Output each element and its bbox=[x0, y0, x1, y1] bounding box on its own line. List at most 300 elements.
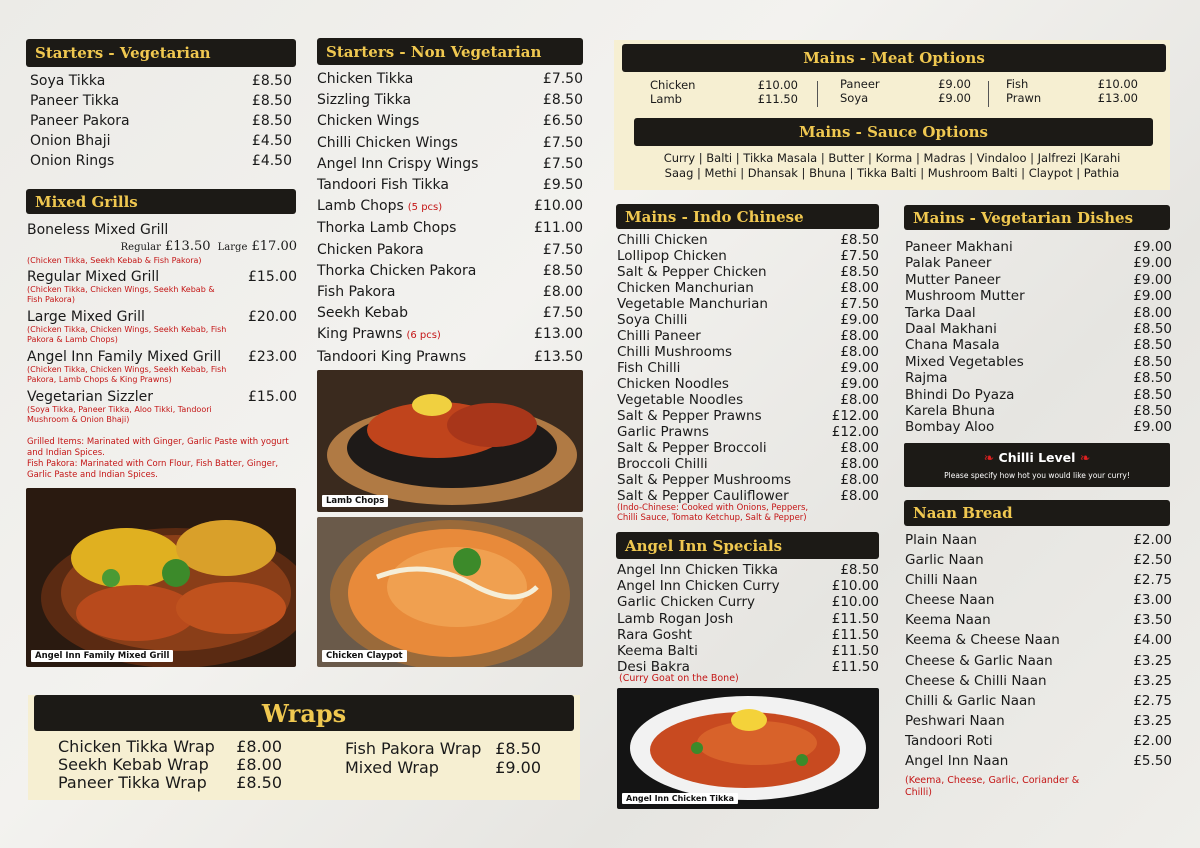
item-price: £9.00 bbox=[1133, 419, 1172, 436]
item-price: £9.00 bbox=[495, 758, 541, 777]
item-name: Karela Bhuna bbox=[905, 403, 995, 420]
chilli-level-banner bbox=[904, 443, 1170, 487]
menu-item bbox=[617, 376, 879, 392]
item-name: Tandoori King Prawns bbox=[317, 348, 467, 365]
mixed-grills-title: Mixed Grills bbox=[35, 192, 138, 211]
item-price: £7.50 bbox=[542, 134, 583, 151]
item-price: £8.00 bbox=[840, 456, 879, 472]
item-price: £3.25 bbox=[1133, 712, 1172, 729]
item-name: Chicken Tikka Wrap bbox=[58, 737, 215, 756]
item-name: Keema Naan bbox=[905, 612, 991, 629]
item-price: £7.50 bbox=[542, 305, 583, 322]
item-name: Bombay Aloo bbox=[905, 419, 995, 436]
naan-list bbox=[905, 530, 1172, 771]
menu-item bbox=[345, 758, 541, 777]
item-price: £9.00 bbox=[1133, 255, 1172, 272]
item-name: Thorka Chicken Pakora bbox=[317, 262, 477, 279]
wraps-left-list bbox=[58, 738, 282, 792]
item-price: £8.50 bbox=[542, 262, 583, 279]
item-price: £11.00 bbox=[534, 220, 583, 237]
menu-item bbox=[905, 337, 1172, 353]
item-price: £10.00 bbox=[831, 578, 879, 595]
menu-item bbox=[617, 344, 879, 360]
item-name: Onion Bhaji bbox=[30, 133, 111, 149]
item-price: £15.00 bbox=[248, 389, 297, 405]
mains-sauce-title: Mains - Sauce Options bbox=[799, 123, 988, 141]
item-price: £3.25 bbox=[1133, 652, 1172, 669]
starters-nonveg-header bbox=[317, 38, 583, 65]
item-price: £8.50 bbox=[1133, 353, 1172, 370]
item-name: Cheese & Garlic Naan bbox=[905, 652, 1053, 669]
item-price: £8.50 bbox=[251, 93, 292, 109]
naan-header bbox=[904, 500, 1170, 526]
menu-item bbox=[905, 530, 1172, 550]
item-name: Angel Inn Crispy Wings bbox=[317, 155, 479, 172]
item-name: Angel Inn Family Mixed Grill bbox=[27, 349, 222, 365]
large-price: £17.00 bbox=[251, 239, 297, 254]
menu-item bbox=[317, 282, 583, 303]
item-name: Salt & Pepper Cauliflower bbox=[617, 488, 789, 504]
item-price: £8.50 bbox=[251, 73, 292, 89]
menu-item bbox=[317, 303, 583, 324]
regular-label: Regular bbox=[120, 242, 161, 253]
item-price: £3.00 bbox=[1133, 592, 1172, 609]
menu-item bbox=[317, 133, 583, 154]
item-price: £12.00 bbox=[831, 424, 879, 440]
menu-item bbox=[905, 691, 1172, 711]
item-price: £9.00 bbox=[1133, 288, 1172, 305]
item-price: £9.00 bbox=[1133, 239, 1172, 255]
item-price: £10.00 bbox=[534, 198, 583, 215]
item-name: Cheese & Chilli Naan bbox=[905, 672, 1047, 689]
menu-item bbox=[617, 456, 879, 472]
menu-item bbox=[617, 360, 879, 376]
item-note: (6 pcs) bbox=[406, 330, 441, 342]
menu-item bbox=[617, 280, 879, 296]
menu-item bbox=[905, 272, 1172, 288]
chilli-left-icon: ❧ bbox=[983, 450, 995, 465]
starters-nonveg-title: Starters - Non Vegetarian bbox=[326, 42, 542, 61]
menu-item bbox=[617, 408, 879, 424]
item-desc: (Soya Tikka, Paneer Tikka, Aloo Tikki, Tandoori Mushroom & Onion Bhaji) bbox=[27, 405, 212, 424]
item-name: Palak Paneer bbox=[905, 255, 992, 272]
item-price: £8.00 bbox=[840, 392, 879, 408]
item-name: Sizzling Tikka bbox=[317, 92, 412, 109]
item-name: Salt & Pepper Chicken bbox=[617, 264, 767, 280]
item-price: £7.50 bbox=[542, 155, 583, 172]
item-desc: (Chicken Tikka, Chicken Wings, Seekh Kebab, Fish Pakora & Lamb Chops) bbox=[27, 325, 227, 344]
item-name: Garlic Naan bbox=[905, 552, 984, 569]
item-name: Garlic Prawns bbox=[617, 424, 709, 440]
chilli-level-title: Chilli Level bbox=[998, 450, 1076, 465]
chicken-tikka-image bbox=[617, 688, 879, 809]
item-price: £2.50 bbox=[1133, 552, 1172, 569]
menu-item bbox=[617, 424, 879, 440]
menu-item bbox=[30, 71, 292, 91]
item-name: Rajma bbox=[905, 370, 948, 387]
item-name: Chicken Tikka bbox=[317, 71, 414, 87]
menu-item bbox=[905, 671, 1172, 691]
chicken-claypot-photo bbox=[317, 517, 583, 667]
menu-item bbox=[30, 111, 292, 131]
item-price: £8.00 bbox=[1133, 304, 1172, 321]
veg-dishes-header bbox=[904, 205, 1170, 230]
item-name: Chicken Noodles bbox=[617, 376, 729, 392]
item-name: Fish Pakora Wrap bbox=[345, 739, 482, 758]
menu-item bbox=[58, 738, 282, 756]
item-name: Chana Masala bbox=[905, 337, 1000, 354]
meat-price: £9.00 bbox=[938, 90, 971, 105]
grilled-items-note: Grilled Items: Marinated with Ginger, Garlic Paste with yogurt and Indian Spices. bbox=[27, 437, 289, 458]
item-price: £8.00 bbox=[840, 440, 879, 456]
item-price: £8.50 bbox=[1133, 370, 1172, 387]
item-price: £5.50 bbox=[1133, 753, 1172, 770]
naan-note: (Keema, Cheese, Garlic, Coriander & Chilli) bbox=[905, 775, 1080, 798]
chicken-claypot-caption: Chicken Claypot bbox=[322, 650, 407, 662]
item-name: Chilli & Garlic Naan bbox=[905, 692, 1036, 709]
item-name: Desi Bakra bbox=[617, 659, 690, 676]
item-price: £2.75 bbox=[1133, 572, 1172, 589]
mains-meat-title: Mains - Meat Options bbox=[803, 49, 985, 67]
menu-item bbox=[617, 643, 879, 659]
sauce-line-1: Curry | Balti | Tikka Masala | Butter | Korma | Madras | Vindaloo | Jalfrezi |Karahi bbox=[663, 151, 1121, 165]
meat-name: Fish bbox=[1006, 77, 1029, 91]
meat-price: £13.00 bbox=[1097, 90, 1138, 105]
item-name: Vegetable Noodles bbox=[617, 392, 744, 408]
menu-item bbox=[317, 175, 583, 196]
item-price: £8.00 bbox=[840, 472, 879, 488]
item-name: Lamb Chops bbox=[317, 198, 404, 215]
menu-item bbox=[617, 440, 879, 456]
boneless-grill-desc: (Chicken Tikka, Seekh Kebab & Fish Pakora) bbox=[27, 256, 202, 265]
menu-item bbox=[317, 69, 583, 90]
meat-price: £9.00 bbox=[938, 77, 971, 91]
item-name: Angel Inn Chicken Tikka bbox=[617, 562, 778, 578]
menu-item bbox=[905, 590, 1172, 610]
starters-veg-title: Starters - Vegetarian bbox=[35, 44, 211, 62]
item-price: £13.00 bbox=[534, 326, 583, 343]
chicken-tikka-caption: Angel Inn Chicken Tikka bbox=[622, 793, 738, 804]
menu-item bbox=[27, 389, 297, 405]
item-price: £8.50 bbox=[1133, 321, 1172, 338]
item-price: £8.50 bbox=[236, 773, 282, 792]
item-name: Tarka Daal bbox=[905, 304, 976, 321]
menu-item bbox=[30, 151, 292, 171]
item-name: King Prawns bbox=[317, 326, 403, 343]
meat-name: Soya bbox=[840, 90, 869, 105]
item-name: Keema Balti bbox=[617, 643, 698, 660]
menu-item bbox=[905, 288, 1172, 304]
chilli-level-subtitle: Please specify how hot you would like your curry! bbox=[944, 471, 1130, 480]
menu-item bbox=[617, 264, 879, 280]
item-price: £2.00 bbox=[1133, 732, 1172, 749]
meat-name: Lamb bbox=[650, 91, 682, 106]
item-price: £8.50 bbox=[1133, 386, 1172, 403]
item-name: Angel Inn Chicken Curry bbox=[617, 578, 780, 595]
item-name: Paneer Pakora bbox=[30, 113, 130, 129]
indo-chinese-header bbox=[616, 204, 879, 229]
item-price: £2.00 bbox=[1133, 532, 1172, 548]
item-name: Chilli Paneer bbox=[617, 328, 701, 344]
item-name: Chilli Chicken Wings bbox=[317, 134, 458, 151]
item-price: £9.50 bbox=[542, 177, 583, 194]
item-name: Rara Gosht bbox=[617, 626, 693, 643]
menu-item bbox=[317, 261, 583, 282]
menu-item bbox=[617, 627, 879, 643]
item-name: Chicken Wings bbox=[317, 113, 420, 130]
item-price: £7.50 bbox=[542, 71, 583, 87]
item-name: Chilli Naan bbox=[905, 572, 978, 589]
indo-chinese-list bbox=[617, 232, 879, 504]
menu-item bbox=[617, 328, 879, 344]
item-name: Broccoli Chilli bbox=[617, 456, 708, 472]
menu-item bbox=[905, 239, 1172, 255]
item-name: Cheese Naan bbox=[905, 592, 995, 609]
item-price: £4.50 bbox=[251, 153, 292, 169]
item-name: Lamb Rogan Josh bbox=[617, 610, 734, 627]
item-name: Plain Naan bbox=[905, 532, 977, 548]
item-price: £7.50 bbox=[840, 248, 879, 264]
item-name: Vegetarian Sizzler bbox=[27, 389, 153, 405]
item-price: £23.00 bbox=[248, 349, 297, 365]
menu-item bbox=[905, 711, 1172, 731]
menu-item bbox=[905, 370, 1172, 386]
item-price: £8.00 bbox=[236, 737, 282, 756]
menu-item bbox=[317, 154, 583, 175]
sauce-line-2: Saag | Methi | Dhansak | Bhuna | Tikka Balti | Mushroom Balti | Claypot | Pathia bbox=[664, 166, 1120, 180]
item-price: £11.50 bbox=[831, 643, 879, 660]
item-price: £9.00 bbox=[840, 360, 879, 376]
chicken-tikka-photo bbox=[617, 688, 879, 809]
item-price: £8.50 bbox=[840, 562, 879, 578]
item-name: Bhindi Do Pyaza bbox=[905, 386, 1015, 403]
item-price: £13.50 bbox=[534, 348, 583, 365]
menu-item bbox=[905, 403, 1172, 419]
boneless-grill-prices bbox=[27, 239, 297, 256]
item-price: £11.50 bbox=[831, 610, 879, 627]
mixed-grill-image bbox=[26, 488, 296, 667]
item-price: £4.00 bbox=[1133, 632, 1172, 649]
item-price: £10.00 bbox=[831, 594, 879, 611]
chicken-claypot-image bbox=[317, 517, 583, 667]
item-price: £8.00 bbox=[840, 344, 879, 360]
lamb-chops-caption: Lamb Chops bbox=[322, 495, 388, 507]
item-name: Mixed Wrap bbox=[345, 758, 439, 777]
item-name: Chilli Chicken bbox=[617, 232, 708, 248]
large-label: Large bbox=[217, 242, 248, 253]
chilli-right-icon: ❧ bbox=[1079, 450, 1091, 465]
item-price: £3.50 bbox=[1133, 612, 1172, 629]
menu-item bbox=[317, 90, 583, 111]
menu-item bbox=[317, 347, 583, 368]
chilli-level-heading bbox=[904, 450, 1170, 465]
lamb-chops-image bbox=[317, 370, 583, 512]
item-price: £8.50 bbox=[840, 232, 879, 248]
item-name: Lollipop Chicken bbox=[617, 248, 727, 264]
lamb-chops-photo bbox=[317, 370, 583, 512]
item-desc: (Chicken Tikka, Chicken Wings, Seekh Kebab & Fish Pakora) bbox=[27, 285, 215, 304]
meat-price: £11.50 bbox=[757, 91, 798, 106]
menu-item bbox=[30, 91, 292, 111]
menu-item bbox=[617, 232, 879, 248]
meat-option bbox=[840, 92, 971, 106]
item-name: Salt & Pepper Prawns bbox=[617, 408, 762, 424]
menu-item bbox=[905, 570, 1172, 590]
meat-option bbox=[1006, 78, 1138, 92]
item-price: £8.50 bbox=[1133, 337, 1172, 354]
item-name: Tandoori Fish Tikka bbox=[317, 177, 449, 194]
wraps-right-list bbox=[345, 739, 541, 777]
item-price: £8.00 bbox=[840, 488, 879, 504]
item-price: £9.00 bbox=[840, 376, 879, 392]
menu-item bbox=[905, 305, 1172, 321]
item-name: Seekh Kebab bbox=[317, 305, 408, 322]
item-desc: (Chicken Tikka, Chicken Wings, Seekh Kebab, Fish Pakora, Lamb Chops & King Prawns) bbox=[27, 365, 227, 384]
indo-chinese-note: (Indo-Chinese: Cooked with Onions, Peppers, Chilli Sauce, Tomato Ketchup, Salt & Pepper) bbox=[617, 503, 809, 523]
mixed-grills-header bbox=[26, 189, 296, 214]
item-name: Fish Chilli bbox=[617, 360, 681, 376]
menu-item bbox=[905, 630, 1172, 650]
item-name: Large Mixed Grill bbox=[27, 309, 145, 325]
item-price: £8.50 bbox=[840, 264, 879, 280]
meat-name: Prawn bbox=[1006, 90, 1042, 105]
menu-item bbox=[345, 739, 541, 758]
meat-group-1 bbox=[650, 79, 798, 106]
item-price: £15.00 bbox=[248, 269, 297, 285]
item-price: £8.50 bbox=[495, 739, 541, 758]
item-name: Peshwari Naan bbox=[905, 712, 1005, 729]
menu-item bbox=[317, 218, 583, 239]
item-name: Paneer Tikka Wrap bbox=[58, 773, 207, 792]
regular-price: £13.50 bbox=[165, 239, 211, 254]
menu-item bbox=[617, 392, 879, 408]
menu-item bbox=[58, 774, 282, 792]
menu-item bbox=[617, 312, 879, 328]
meat-option bbox=[650, 93, 798, 107]
menu-item bbox=[317, 111, 583, 132]
meat-group-2 bbox=[840, 78, 971, 105]
item-price: £7.50 bbox=[542, 241, 583, 258]
item-name: Keema & Cheese Naan bbox=[905, 632, 1060, 649]
veg-dishes-title: Mains - Vegetarian Dishes bbox=[913, 208, 1134, 227]
item-name: Thorka Lamb Chops bbox=[317, 220, 457, 237]
wraps-title: Wraps bbox=[261, 698, 347, 728]
menu-item bbox=[905, 550, 1172, 570]
meat-option bbox=[650, 79, 798, 93]
item-name: Daal Makhani bbox=[905, 321, 997, 338]
item-price: £8.00 bbox=[840, 280, 879, 296]
menu-item bbox=[905, 731, 1172, 751]
item-name: Salt & Pepper Mushrooms bbox=[617, 472, 791, 488]
menu-item bbox=[905, 751, 1172, 771]
veg-dishes-list bbox=[905, 239, 1172, 436]
starters-veg-header bbox=[26, 39, 296, 67]
item-name: Onion Rings bbox=[30, 153, 115, 169]
menu-item bbox=[317, 240, 583, 261]
menu-item bbox=[30, 131, 292, 151]
mixed-grill-photo bbox=[26, 488, 296, 667]
item-name: Mixed Vegetables bbox=[905, 353, 1024, 370]
item-name: Fish Pakora bbox=[317, 284, 396, 301]
item-price: £9.00 bbox=[840, 312, 879, 328]
item-name: Paneer Makhani bbox=[905, 239, 1013, 255]
wraps-header bbox=[34, 695, 574, 731]
menu-item bbox=[905, 321, 1172, 337]
meat-separator-2 bbox=[988, 81, 989, 107]
item-price: £2.75 bbox=[1133, 692, 1172, 709]
item-name: Chilli Mushrooms bbox=[617, 344, 733, 360]
item-name: Regular Mixed Grill bbox=[27, 269, 160, 285]
item-price: £8.00 bbox=[840, 328, 879, 344]
specials-note: (Curry Goat on the Bone) bbox=[619, 673, 739, 684]
item-price: £11.50 bbox=[831, 626, 879, 643]
fish-pakora-note: Fish Pakora: Marinated with Corn Flour, Fish Batter, Ginger, Garlic Paste and Indian Spices. bbox=[27, 459, 279, 480]
item-price: £8.00 bbox=[542, 284, 583, 301]
grill-notes bbox=[27, 437, 295, 481]
mixed-grills-list bbox=[27, 221, 297, 429]
meat-name: Paneer bbox=[840, 77, 880, 91]
specials-header bbox=[616, 532, 879, 559]
item-name: Mushroom Mutter bbox=[905, 288, 1025, 305]
specials-list bbox=[617, 562, 879, 675]
item-name: Chicken Pakora bbox=[317, 241, 424, 258]
item-price: £8.50 bbox=[251, 113, 292, 129]
naan-title: Naan Bread bbox=[913, 504, 1013, 522]
item-price: £12.00 bbox=[831, 408, 879, 424]
starters-veg-list bbox=[30, 71, 292, 171]
menu-item bbox=[905, 387, 1172, 403]
menu-item bbox=[905, 610, 1172, 630]
item-name: Chicken Manchurian bbox=[617, 280, 754, 296]
item-name: Soya Chilli bbox=[617, 312, 688, 328]
meat-price: £10.00 bbox=[757, 78, 798, 92]
meat-group-3 bbox=[1006, 78, 1138, 105]
menu-item bbox=[905, 255, 1172, 271]
mixed-grill-items bbox=[27, 269, 297, 425]
menu-item bbox=[617, 562, 879, 578]
starters-nonveg-list bbox=[317, 69, 583, 368]
meat-separator-1 bbox=[817, 81, 818, 107]
menu-item bbox=[905, 651, 1172, 671]
item-price: £8.50 bbox=[542, 92, 583, 109]
menu-item bbox=[617, 611, 879, 627]
item-price: £9.00 bbox=[1133, 271, 1172, 288]
menu-item bbox=[58, 756, 282, 774]
meat-option bbox=[1006, 92, 1138, 106]
item-name: Garlic Chicken Curry bbox=[617, 594, 755, 611]
menu-item bbox=[617, 296, 879, 312]
item-price: £7.50 bbox=[840, 296, 879, 312]
menu-item bbox=[317, 324, 583, 346]
boneless-grill-name: Boneless Mixed Grill bbox=[27, 222, 169, 238]
item-name: Mutter Paneer bbox=[905, 271, 1001, 288]
item-name: Seekh Kebab Wrap bbox=[58, 755, 209, 774]
menu-item bbox=[617, 248, 879, 264]
item-name: Angel Inn Naan bbox=[905, 753, 1009, 770]
menu-item bbox=[27, 309, 297, 325]
item-price: £6.50 bbox=[542, 113, 583, 130]
mains-sauce-header bbox=[634, 118, 1153, 146]
specials-title: Angel Inn Specials bbox=[625, 536, 783, 555]
menu-item bbox=[905, 354, 1172, 370]
meat-name: Chicken bbox=[650, 78, 696, 92]
item-price: £11.50 bbox=[831, 659, 879, 676]
item-name: Tandoori Roti bbox=[905, 732, 993, 749]
menu-item bbox=[617, 578, 879, 594]
item-name: Paneer Tikka bbox=[30, 93, 120, 109]
item-name: Vegetable Manchurian bbox=[617, 296, 768, 312]
item-note: (5 pcs) bbox=[407, 202, 443, 214]
